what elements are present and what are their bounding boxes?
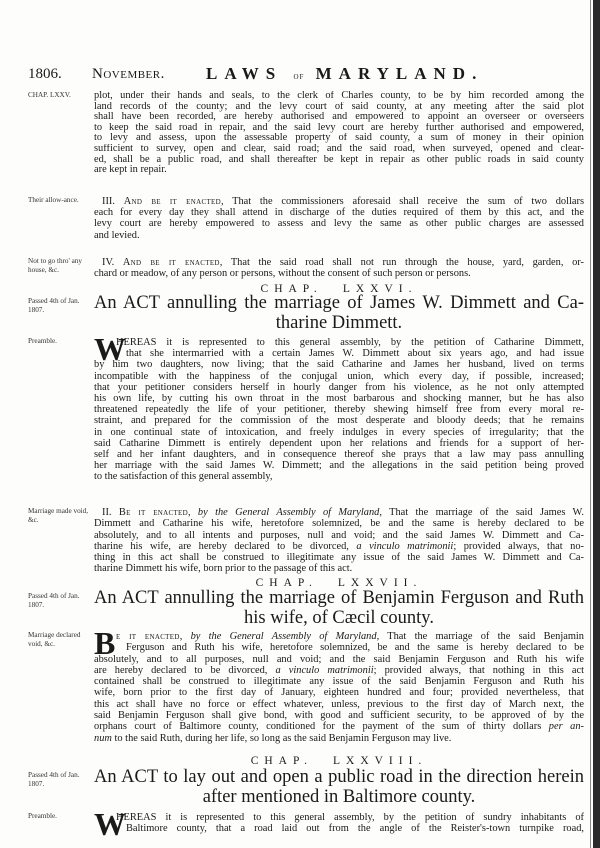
text-line: his own life, by cutting his own throat in the most barbarous and shocking manner, but he has also xyxy=(94,392,584,404)
margin-note: Passed 4th of Jan. 1807. xyxy=(28,297,80,314)
paragraph xyxy=(94,331,584,483)
text-line: land records of the county; and the levy court of said county, at any meeting after the said plot xyxy=(94,101,584,112)
text-line: levy court are hereby empowered to assess and levy the same as other public charges are assessed xyxy=(94,218,584,230)
text-line: to keep the said road in repair, and the said levy court are hereby further authorised and empowered, xyxy=(94,122,584,133)
act-title-line: An ACT annulling the marriage of James W. Dimmett and Ca- xyxy=(94,293,584,313)
text-run: are hereby declared to be divorced, xyxy=(94,664,276,676)
chapter-label: CHAP. xyxy=(260,283,323,295)
text-line: tharine Dimmett his wife, born prior to the passage of this act. xyxy=(94,563,353,575)
margin-note: Passed 4th of Jan. 1807. xyxy=(28,592,80,609)
text-line: said Benjamin Ferguson shall give bond, with good and sufficient security, to be approved of by the xyxy=(94,710,584,722)
paragraph xyxy=(94,625,584,744)
act-title-line: tharine Dimmett. xyxy=(275,313,403,333)
act-title xyxy=(94,588,584,628)
text-line: her marriage with the said James W. Dimmett; and the allegations in the said petition being proved xyxy=(94,460,584,472)
text-line: are kept in repair. xyxy=(94,165,167,176)
act-title-line: after mentioned in Baltimore county. xyxy=(202,787,476,807)
header-laws: LAWS xyxy=(206,64,283,83)
text-line: by him two daughters, now living; that the said Catharine and James her husband, lived on terms xyxy=(94,359,584,371)
text-line: said Catharine Dimmett is entirely dependent upon her relations and friends for a support of her- xyxy=(94,437,584,449)
small-caps-text: And be it enacted xyxy=(123,196,221,207)
header-state: MARYLAND. xyxy=(315,64,484,83)
text-run: , That the said road shall not run through the house, yard, garden, or- xyxy=(219,257,584,268)
act-title-line: An ACT to lay out and open a public road in the direction herein xyxy=(94,767,584,787)
text-line: that she intermarried with a certain James W. Dimmett about six years ago, and had issue xyxy=(126,348,584,360)
text-line: shall have been recorded, are hereby authorised and empowered to appoint an overseer or overseers xyxy=(94,112,584,123)
header-month: November. xyxy=(92,66,165,82)
italic-text: per an- xyxy=(548,721,584,733)
text-line xyxy=(94,507,584,518)
text-line: in one continual state of intoxication, and freely indulges in every species of irregularity; that the xyxy=(94,426,584,438)
italic-text: num xyxy=(94,732,112,744)
italic-text: by the General Assembly of Maryland xyxy=(197,507,380,518)
text-run: IV. xyxy=(102,257,123,268)
text-line: each for every day they shall attend in discharge of the duties required of them by this act, and the xyxy=(94,207,584,219)
text-line: plot, under their hands and seals, to the clerk of Charles county, to be by him recorded among the xyxy=(94,91,584,101)
text-line xyxy=(94,631,584,642)
paragraph xyxy=(94,196,584,241)
text-line: this act shall have no force or effect whatever, unless, previous to the first day of March next, the xyxy=(94,698,584,710)
small-caps-text: e it enacted xyxy=(116,631,180,642)
margin-note: Marriage declared void, &c. xyxy=(28,631,81,648)
act-title-line: An ACT annulling the marriage of Benjamin Ferguson and Ruth xyxy=(94,588,584,608)
text-line: thing in this act shall be construed to illegitimate any issue of the said James W. Dimmett and Ca- xyxy=(94,552,584,564)
text-line: that your petitioner considers herself in hourly danger from his violence, as he not only attempted xyxy=(94,381,584,393)
text-run: to the said Ruth, during her life, so long as the said Benjamin Ferguson may live. xyxy=(111,732,452,744)
chapter-number: LXXVIII. xyxy=(332,755,428,767)
scan-edge xyxy=(593,0,600,848)
text-run: , xyxy=(187,507,198,518)
text-line: HEREAS it is represented to this general assembly, by the petition of sundry inhabitants of xyxy=(116,812,584,823)
text-line: contained shall be construed to illegitimate any issue of the said Benjamin Ferguson and Ruth his xyxy=(94,676,584,688)
text-run: orphans court of Baltimore county, conditioned for the payment of the sum of thirty dollars xyxy=(94,721,549,733)
chapter-number: LXXVI. xyxy=(342,283,418,295)
text-line xyxy=(94,665,584,676)
italic-text: by the General Assembly of Maryland xyxy=(190,631,377,642)
act-title-line: his wife, of Cæcil county. xyxy=(244,608,434,628)
paragraph xyxy=(94,507,584,575)
text-run: , That the marriage of the said James W. xyxy=(379,507,584,518)
text-line: absolutely, and to all purposes, null and void; and the said Benjamin Ferguson and Ruth his wife xyxy=(94,653,584,665)
text-line xyxy=(94,196,584,207)
text-line: to levy and assess, upon the assessable property of said county, a sum of money in their opinion xyxy=(94,133,584,144)
italic-text: a vinculo matrimonii xyxy=(356,540,454,552)
scan-edge-line xyxy=(590,0,591,848)
text-line xyxy=(94,733,584,744)
small-caps-text: Be it enacted xyxy=(118,507,188,518)
text-line: and levied. xyxy=(94,229,140,241)
text-run: II. xyxy=(102,507,119,518)
text-line: wife, born prior to the first day of January, eighteen hundred and four; provided nevertheless, that xyxy=(94,687,584,699)
margin-note: Preamble. xyxy=(28,337,57,345)
text-line: HEREAS it is represented to this general assembly, by the petition of Catharine Dimmett, xyxy=(116,337,584,348)
running-header xyxy=(28,66,588,86)
margin-note: Passed 4th of Jan. 1807. xyxy=(28,771,80,788)
drop-cap: W xyxy=(94,331,126,367)
chapter-heading xyxy=(94,755,584,767)
drop-cap: B xyxy=(94,625,116,661)
text-line xyxy=(94,257,584,268)
text-line: absolutely, and to all intents and purposes, null and void; and the said James W. Dimmett and Ca- xyxy=(94,529,584,541)
chapter-label: CHAP. xyxy=(250,755,313,767)
text-line xyxy=(94,721,584,732)
margin-note: CHAP. LXXV. xyxy=(28,91,71,99)
paragraph xyxy=(94,257,584,279)
margin-note: Marriage made void, &c. xyxy=(28,507,89,524)
header-title xyxy=(206,64,483,84)
paragraph xyxy=(94,806,584,842)
text-line: straint, and prepared for the commission of the most desperate and bloody deeds; that he remains xyxy=(94,415,584,427)
text-line: Ferguson and Ruth his wife, heretofore solemnized, be and the same is hereby declared to be xyxy=(126,642,584,654)
text-run: , xyxy=(179,631,191,642)
text-run: , That the marriage of the said Benjamin xyxy=(376,631,584,642)
text-run: ; provided always, that no- xyxy=(453,540,584,552)
italic-text: a vinculo matrimonii xyxy=(275,664,374,676)
text-line: chard or meadow, of any person or persons, without the consent of such person or persons. xyxy=(94,268,471,279)
small-caps-text: And be it enacted xyxy=(122,257,220,268)
text-run: , That the commissioners aforesaid shall receive the sum of two dollars xyxy=(220,196,584,207)
paragraph xyxy=(94,91,584,176)
act-title xyxy=(94,767,584,807)
text-line xyxy=(94,541,584,552)
text-run: ; provided always, that nothing in this act xyxy=(373,664,584,676)
margin-note: Preamble. xyxy=(28,812,57,820)
header-year: 1806. xyxy=(28,66,62,82)
text-line: self and her infant daughters, and in consequence thereof she prays that a law may pass annulling xyxy=(94,448,584,460)
text-line: ed, shall be a public road, and shall thereafter be kept in repair as other public roads in said county xyxy=(94,154,584,165)
text-line: to the satisfaction of this general assembly, xyxy=(94,471,273,483)
act-title xyxy=(94,293,584,333)
margin-note: Their allow-ance. xyxy=(28,196,79,204)
text-line: sufficient to survey, open and clear, said road; and the said road, when surveyed, opened and clear- xyxy=(94,143,584,154)
chapter-label: CHAP. xyxy=(255,577,318,589)
text-line: incompatible with the happiness of the conjugal union, which every day, if possible, increased; xyxy=(94,370,584,382)
chapter-number: LXXVII. xyxy=(337,577,423,589)
text-line: Dimmett and Catharine his wife, heretofore solemnized, be and the same is hereby declared to be xyxy=(94,518,584,530)
text-line: Baltimore county, that a road laid out from the angle of the Reister's-town turnpike road, xyxy=(126,823,584,835)
margin-note: Not to go thro' any house, &c. xyxy=(28,257,82,274)
header-of: of xyxy=(293,71,305,82)
text-run: tharine his wife, are hereby declared to be divorced, xyxy=(94,540,357,552)
drop-cap: W xyxy=(94,806,126,842)
text-line: threatened repeatedly the life of your petitioner, thereby shewing himself free from every moral re- xyxy=(94,404,584,416)
text-run: III. xyxy=(102,196,124,207)
